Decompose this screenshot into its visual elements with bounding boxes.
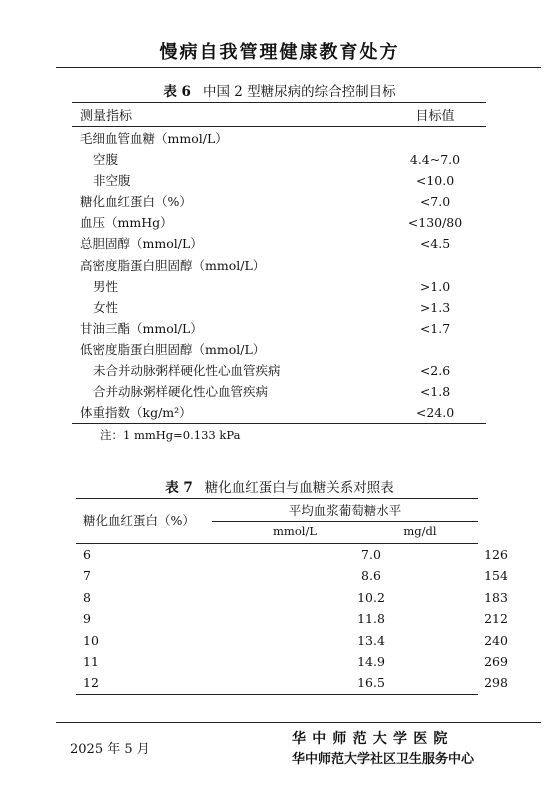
- table-row: [80, 128, 480, 149]
- target-cell: <24.0: [415, 405, 455, 421]
- table7-bottom-rule: [76, 694, 478, 695]
- table-row: [80, 233, 480, 254]
- table-row: [80, 276, 480, 297]
- indicator-cell: 总胆固醇（mmol/L）: [80, 236, 203, 252]
- table-row: [76, 630, 508, 651]
- footer-org-center: 华中师范大学社区卫生服务中心: [292, 752, 475, 767]
- target-cell: <130/80: [407, 215, 463, 231]
- table7-col-group: 平均血浆葡萄糖水平: [288, 503, 402, 518]
- mgdl-cell: 183: [484, 589, 508, 605]
- mgdl-cell: 126: [484, 547, 508, 562]
- table7-title: 糖化血红蛋白与血糖关系对照表: [204, 480, 394, 496]
- indicator-cell: 合并动脉粥样硬化性心血管疾病: [93, 384, 269, 400]
- indicator-cell: 高密度脂蛋白胆固醇（mmol/L）: [80, 257, 266, 273]
- table-row: [80, 191, 480, 212]
- table-row: [80, 402, 480, 423]
- footer-date: 2025 年 5 月: [70, 742, 150, 757]
- table-row: [80, 360, 480, 381]
- indicator-cell: 未合并动脉粥样硬化性心血管疾病: [93, 363, 281, 379]
- mmol-cell: 11.8: [357, 611, 385, 627]
- table-row: [80, 297, 480, 318]
- indicator-cell: 糖化血红蛋白（%）: [80, 194, 192, 210]
- table6-col-indicator: 测量指标: [80, 109, 133, 124]
- footer-org-hospital: 华中师范大学医院: [292, 731, 454, 747]
- mgdl-cell: 298: [484, 675, 508, 691]
- table-row: [76, 587, 508, 608]
- indicator-cell: 非空腹: [93, 173, 131, 189]
- mgdl-cell: 240: [484, 632, 508, 648]
- hba1c-cell: 8: [83, 589, 91, 605]
- hba1c-cell: 12: [83, 675, 99, 691]
- target-cell: <10.0: [415, 173, 455, 189]
- table-row: [76, 672, 508, 693]
- table7-col-hba1c: 糖化血红蛋白（%）: [83, 513, 195, 528]
- mgdl-cell: 269: [484, 653, 508, 669]
- table7-col-mgdl: mg/dl: [403, 524, 437, 538]
- target-cell: <2.6: [419, 363, 451, 379]
- table-row: [80, 381, 480, 402]
- target-cell: <7.0: [419, 194, 451, 210]
- indicator-cell: 甘油三酯（mmol/L）: [80, 320, 203, 336]
- table7-caption: [0, 476, 559, 496]
- table7-number: 表 7: [165, 480, 193, 496]
- hba1c-cell: 9: [83, 611, 91, 627]
- mgdl-cell: 212: [484, 611, 508, 627]
- table6-header-rule: [72, 126, 486, 127]
- table7-col-mmol: mmol/L: [273, 524, 317, 538]
- table-row: [80, 339, 480, 360]
- header-divider: [56, 67, 541, 68]
- indicator-cell: 女性: [93, 299, 119, 315]
- table6-top-rule: [72, 102, 486, 103]
- hba1c-cell: 6: [83, 547, 91, 562]
- table-row: [80, 318, 480, 339]
- target-cell: <1.7: [419, 320, 451, 336]
- mgdl-cell: 154: [484, 568, 508, 584]
- indicator-cell: 空腹: [93, 152, 119, 168]
- indicator-cell: 男性: [93, 278, 119, 294]
- table-row: [76, 608, 508, 629]
- table-row: [76, 565, 508, 586]
- table-row: [80, 170, 480, 191]
- hba1c-cell: 10: [83, 632, 99, 648]
- mmol-cell: 16.5: [357, 675, 385, 691]
- target-cell: 4.4~7.0: [409, 152, 461, 168]
- table6-header-row: [80, 105, 480, 125]
- mmol-cell: 14.9: [357, 653, 385, 669]
- table-row: [80, 212, 480, 233]
- target-cell: >1.3: [419, 299, 451, 315]
- indicator-cell: 毛细血管血糖（mmol/L）: [80, 131, 228, 146]
- page-header-title: 慢病自我管理健康教育处方: [159, 42, 400, 63]
- table-row: [80, 149, 480, 170]
- table6-body: [80, 128, 480, 423]
- table-row: [76, 544, 508, 565]
- mmol-cell: 13.4: [357, 632, 385, 648]
- table7-top-rule: [76, 498, 478, 499]
- hba1c-cell: 11: [83, 653, 99, 669]
- table7-subheader-rule: [212, 521, 478, 522]
- table-row: [80, 255, 480, 276]
- table6-note: 注：1 mmHg=0.133 kPa: [100, 428, 241, 442]
- table6-caption: [0, 80, 559, 100]
- mmol-cell: 10.2: [357, 589, 385, 605]
- table-row: [76, 651, 508, 672]
- indicator-cell: 低密度脂蛋白胆固醇（mmol/L）: [80, 341, 266, 357]
- target-cell: <1.8: [419, 384, 451, 400]
- hba1c-cell: 7: [83, 568, 91, 584]
- target-cell: <4.5: [419, 236, 451, 252]
- table6-title: 中国 2 型糖尿病的综合控制目标: [202, 84, 396, 100]
- indicator-cell: 体重指数（kg/m²）: [80, 405, 192, 421]
- target-cell: >1.0: [419, 278, 451, 294]
- table6-number: 表 6: [163, 84, 191, 100]
- indicator-cell: 血压（mmHg）: [80, 215, 173, 231]
- table6-col-target: 目标值: [415, 109, 455, 124]
- mmol-cell: 7.0: [361, 547, 381, 562]
- footer-divider: [56, 722, 541, 723]
- mmol-cell: 8.6: [361, 568, 381, 584]
- table6-bottom-rule: [72, 423, 486, 424]
- table7-body: [76, 544, 508, 694]
